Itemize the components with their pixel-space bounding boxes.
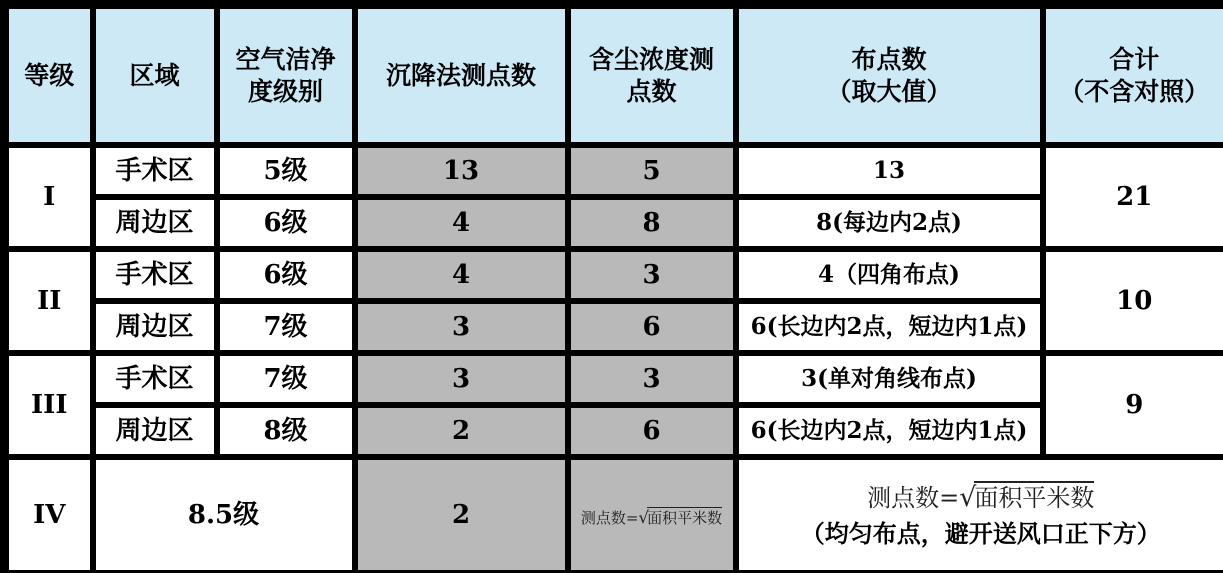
row-level-3-surgical bbox=[5, 353, 1223, 405]
cell-total-3: 9 bbox=[1043, 353, 1223, 457]
cell-settling: 4 bbox=[355, 249, 568, 301]
cell-settling: 13 bbox=[355, 145, 568, 197]
cell-area: 手术区 bbox=[93, 249, 217, 301]
cell-layout: 13 bbox=[736, 145, 1043, 197]
header-settling-method: 沉降法测点数 bbox=[355, 5, 568, 146]
cell-level-2: II bbox=[5, 249, 93, 353]
header-total-line1: 合计 bbox=[1109, 45, 1160, 75]
header-dust-concentration bbox=[568, 5, 736, 146]
row-level-1-surrounding bbox=[5, 197, 1223, 249]
cell-level-1: I bbox=[5, 145, 93, 249]
header-row bbox=[5, 5, 1223, 146]
cell-level-3: III bbox=[5, 353, 93, 457]
cell-area: 手术区 bbox=[93, 353, 217, 405]
cell-settling: 2 bbox=[355, 457, 568, 573]
row-level-1-surgical bbox=[5, 145, 1223, 197]
cell-layout-formula bbox=[736, 457, 1223, 573]
cell-level-4: IV bbox=[5, 457, 93, 573]
header-total bbox=[1043, 5, 1223, 146]
cell-dust: 5 bbox=[568, 145, 736, 197]
cell-settling: 3 bbox=[355, 301, 568, 353]
cell-grade: 6级 bbox=[217, 249, 355, 301]
row-level-4 bbox=[5, 457, 1223, 573]
cell-settling: 4 bbox=[355, 197, 568, 249]
header-area: 区域 bbox=[93, 5, 217, 146]
cell-settling: 2 bbox=[355, 405, 568, 457]
header-dust-line1: 含尘浓度测 bbox=[588, 45, 714, 75]
row-level-2-surgical bbox=[5, 249, 1223, 301]
cell-grade-85: 8.5级 bbox=[93, 457, 355, 573]
cell-total-1: 21 bbox=[1043, 145, 1223, 249]
cell-dust: 8 bbox=[568, 197, 736, 249]
cell-grade: 7级 bbox=[217, 301, 355, 353]
cell-grade: 6级 bbox=[217, 197, 355, 249]
cell-dust: 3 bbox=[568, 353, 736, 405]
row-level-2-surrounding bbox=[5, 301, 1223, 353]
cell-area: 周边区 bbox=[93, 405, 217, 457]
sqrt-formula-small: 测点数=√面积平米数 bbox=[580, 506, 723, 527]
header-layout-line2: （取大值） bbox=[826, 76, 952, 106]
header-cleanliness bbox=[217, 5, 355, 146]
header-cleanliness-line1: 空气洁净 bbox=[235, 45, 336, 75]
cell-dust: 3 bbox=[568, 249, 736, 301]
row-level-3-surrounding bbox=[5, 405, 1223, 457]
cell-area: 手术区 bbox=[93, 145, 217, 197]
cell-grade: 5级 bbox=[217, 145, 355, 197]
cell-layout: 4（四角布点) bbox=[736, 249, 1043, 301]
header-dust-line2: 点数 bbox=[626, 76, 677, 106]
cell-dust: 6 bbox=[568, 301, 736, 353]
cell-layout: 6(长边内2点，短边内1点) bbox=[736, 301, 1043, 353]
sqrt-formula-big: 测点数=√面积平米数 bbox=[867, 482, 1095, 514]
header-layout-line1: 布点数 bbox=[851, 45, 927, 75]
layout-note: （均匀布点，避开送风口正下方） bbox=[800, 518, 1161, 548]
cell-layout: 3(单对角线布点) bbox=[736, 353, 1043, 405]
header-level: 等级 bbox=[5, 5, 93, 146]
cell-dust-formula bbox=[568, 457, 736, 573]
header-layout-points bbox=[736, 5, 1043, 146]
cell-dust: 6 bbox=[568, 405, 736, 457]
cell-area: 周边区 bbox=[93, 301, 217, 353]
cell-area: 周边区 bbox=[93, 197, 217, 249]
cell-settling: 3 bbox=[355, 353, 568, 405]
cell-total-2: 10 bbox=[1043, 249, 1223, 353]
cell-grade: 8级 bbox=[217, 405, 355, 457]
header-cleanliness-line2: 度级别 bbox=[247, 76, 323, 106]
cell-layout: 6(长边内2点，短边内1点) bbox=[736, 405, 1043, 457]
header-total-line2: （不含对照） bbox=[1059, 76, 1210, 106]
cell-layout: 8(每边内2点) bbox=[736, 197, 1043, 249]
cell-grade: 7级 bbox=[217, 353, 355, 405]
